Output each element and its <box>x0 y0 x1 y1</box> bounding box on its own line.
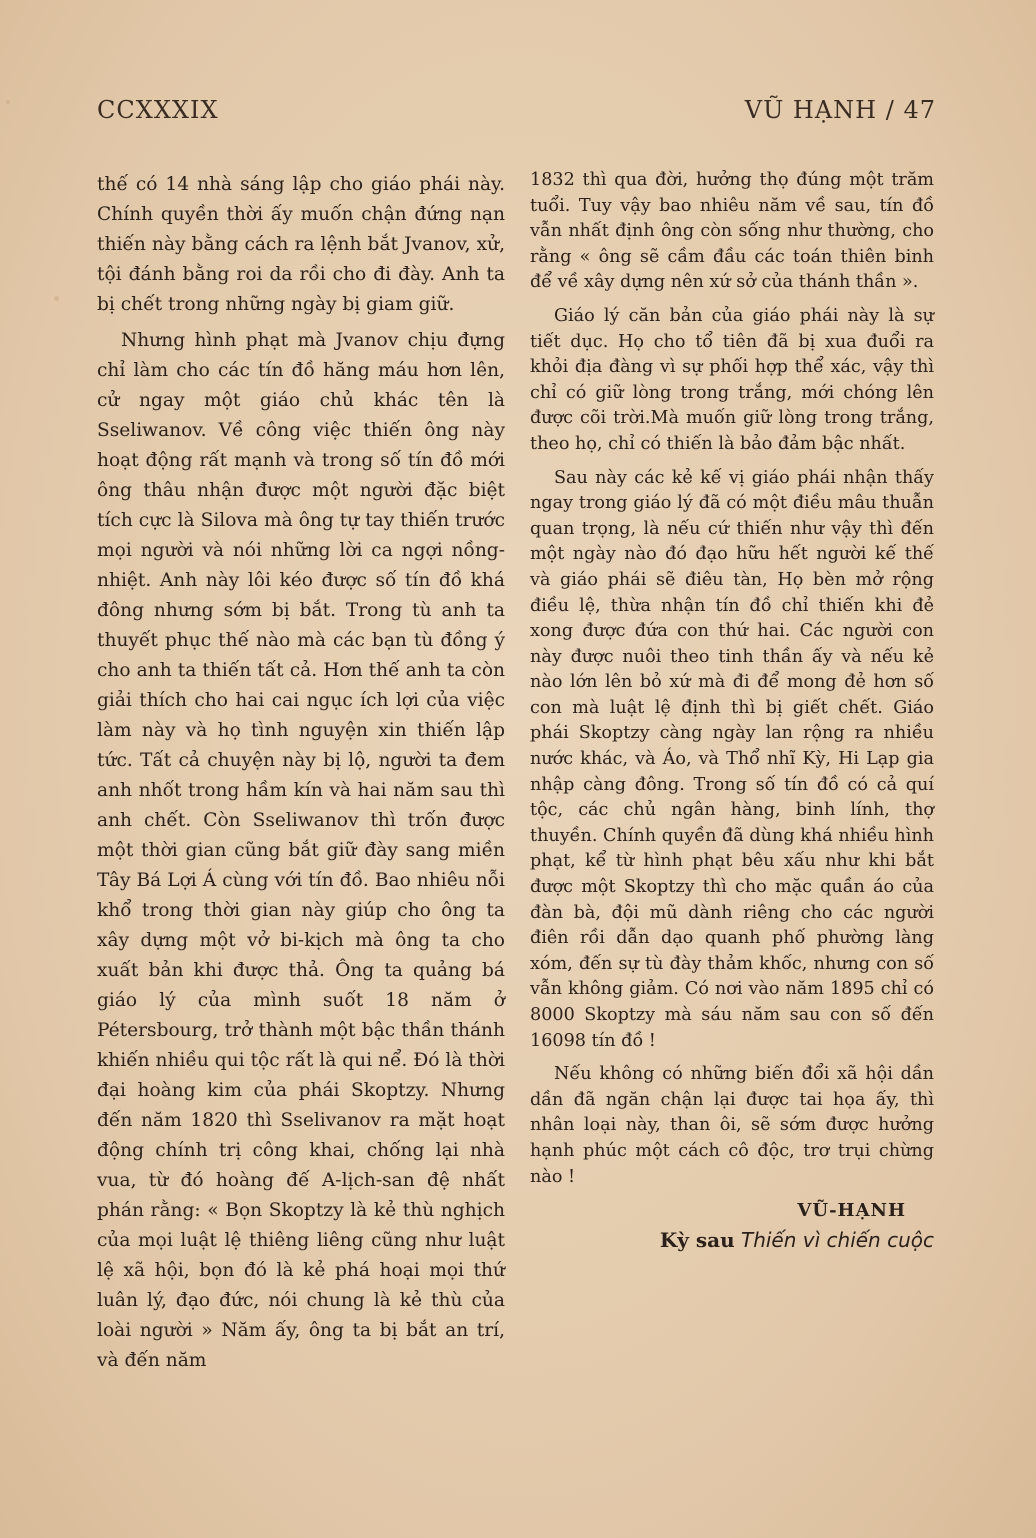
paragraph: Giáo lý căn bản của giáo phái này là sự tiết dục. Họ cho tổ tiên đã bị xua đuổi ra khỏi địa đàng vì sự phối hợp thể xác, vậy thì chỉ có giữ lòng trong trắng, mới chóng lên được cõi trời.Mà muốn giữ lòng trong trắng, theo họ, chỉ có thiến là bảo đảm bậc nhất. <box>530 305 934 454</box>
next-installment <box>530 1228 934 1254</box>
paragraph: Sau này các kẻ kế vị giáo phái nhận thấy ngay trong giáo lý đã có một điều mâu thuẫn quan trọng, là nếu cứ thiến như vậy thì đến một ngày nào đó đạo hữu hết người kế thế và giáo phái sẽ điêu tàn, Họ bèn mở rộng điều lệ, thừa nhận tín đồ chỉ thiến khi đẻ xong được đứa con thứ hai. Các người con này được nuôi theo tinh thần ấy và nếu kẻ nào lớn lên bỏ xứ mà đi để mong đẻ hơn số con mà luật lệ định thì bị giết chết. Giáo phái Skoptzy càng ngày lan rộng ra nhiều nước khác, và Áo, và Thổ nhĩ Kỳ, Hi Lạp gia nhập càng đông. Trong số tín đồ có cả quí tộc, các chủ ngân hàng, binh lính, thợ thuyền. Chính quyền đã dùng khá nhiều hình phạt, kể từ hình phạt bêu xấu như khi bắt được một Skoptzy thì cho mặc quần áo của đàn bà, đội mũ dành riêng cho các người điên rồi dẫn dạo quanh phố phường làng xóm, đến sự tù đày thảm khốc, nhưng con số vẫn không giảm. Có nơi vào năm 1895 chỉ có 8000 Skoptzy mà sáu năm sau con số đến 16098 tín đồ ! <box>530 467 934 1051</box>
paper-stain <box>6 100 10 104</box>
paragraph: thế có 14 nhà sáng lập cho giáo phái này. Chính quyền thời ấy muốn chận đứng nạn thiến này bằng cách ra lệnh bắt Jvanov, xử, tội đánh bằng roi da rồi cho đi đày. Anh ta bị chết trong những ngày bị giam giữ. <box>97 174 505 315</box>
left-column <box>97 170 505 1382</box>
right-column <box>530 168 934 1253</box>
paragraph: 1832 thì qua đời, hưởng thọ đúng một trăm tuổi. Tuy vậy bao nhiêu năm về sau, tín đồ vẫn nhất định ông còn sống như thường, cho rằng « ông sẽ cầm đầu các toán thiên binh để về xây dựng nên xứ sở của thánh thần ». <box>530 170 934 293</box>
next-title: Thiến vì chiến cuộc <box>740 1227 934 1252</box>
paper-stain <box>54 296 59 301</box>
page-number-roman: CCXXXIX <box>97 96 219 124</box>
paragraph: Nếu không có những biến đổi xã hội dần dần đã ngăn chận lại được tai họa ấy, thì nhân loại này, than ôi, sẽ sớm được hưởng hạnh phúc một cách cô độc, trơ trụi chừng nào ! <box>530 1064 934 1187</box>
paragraph: Nhưng hình phạt mà Jvanov chịu đựng chỉ làm cho các tín đồ hăng máu hơn lên, cử ngay một giáo chủ khác tên là Sseliwanov. Về công việc thiến ông này hoạt động rất mạnh và trong số tín đồ mới ông thâu nhận được một người đặc biệt tích cực là Silova mà ông tự tay thiến trước mọi người và nói những lời ca ngợi nồng-nhiệt. Anh này lôi kéo được số tín đồ khá đông nhưng sớm bị bắt. Trong tù anh ta thuyết phục thế nào mà các bạn tù đồng ý cho anh ta thiến tất cả. Hơn thế anh ta còn giải thích cho hai cai ngục ích lợi của việc làm này và họ tình nguyện xin thiến lập tức. Tất cả chuyện này bị lộ, người ta đem anh nhốt trong hầm kín và hai năm sau thì anh chết. Còn Sseliwanov thì trốn được một thời gian cũng bắt giữ đày sang miền Tây Bá Lợi Á cùng với tín đồ. Bao nhiêu nỗi khổ trong thời gian này giúp cho ông ta xây dựng một vở bi-kịch mà ông ta cho xuất bản khi được thả. Ông ta quảng bá giáo lý của mình suốt 18 năm ở Pétersbourg, trở thành một bậc thần thánh khiến nhiều qui tộc rất là qui nể. Đó là thời đại hoàng kim của phái Skoptzy. Nhưng đến năm 1820 thì Sselivanov ra mặt hoạt động chính trị công khai, chống lại nhà vua, từ đó hoàng đế A-lịch-san đệ nhất phán rằng: « Bọn Skoptzy là kẻ thù nghịch của mọi luật lệ thiêng liêng cũng như luật lệ xã hội, bọn đó là kẻ phá hoại mọi thứ luân lý, đạo đức, nói chung là kẻ thù của loài người » Năm ấy, ông ta bị bắt an trí, và đến năm <box>97 330 505 1371</box>
next-label: Kỳ sau <box>659 1227 735 1252</box>
author-signature: VŨ-HẠNH <box>797 1200 906 1222</box>
running-head: VŨ HẠNH / 47 <box>744 96 936 124</box>
